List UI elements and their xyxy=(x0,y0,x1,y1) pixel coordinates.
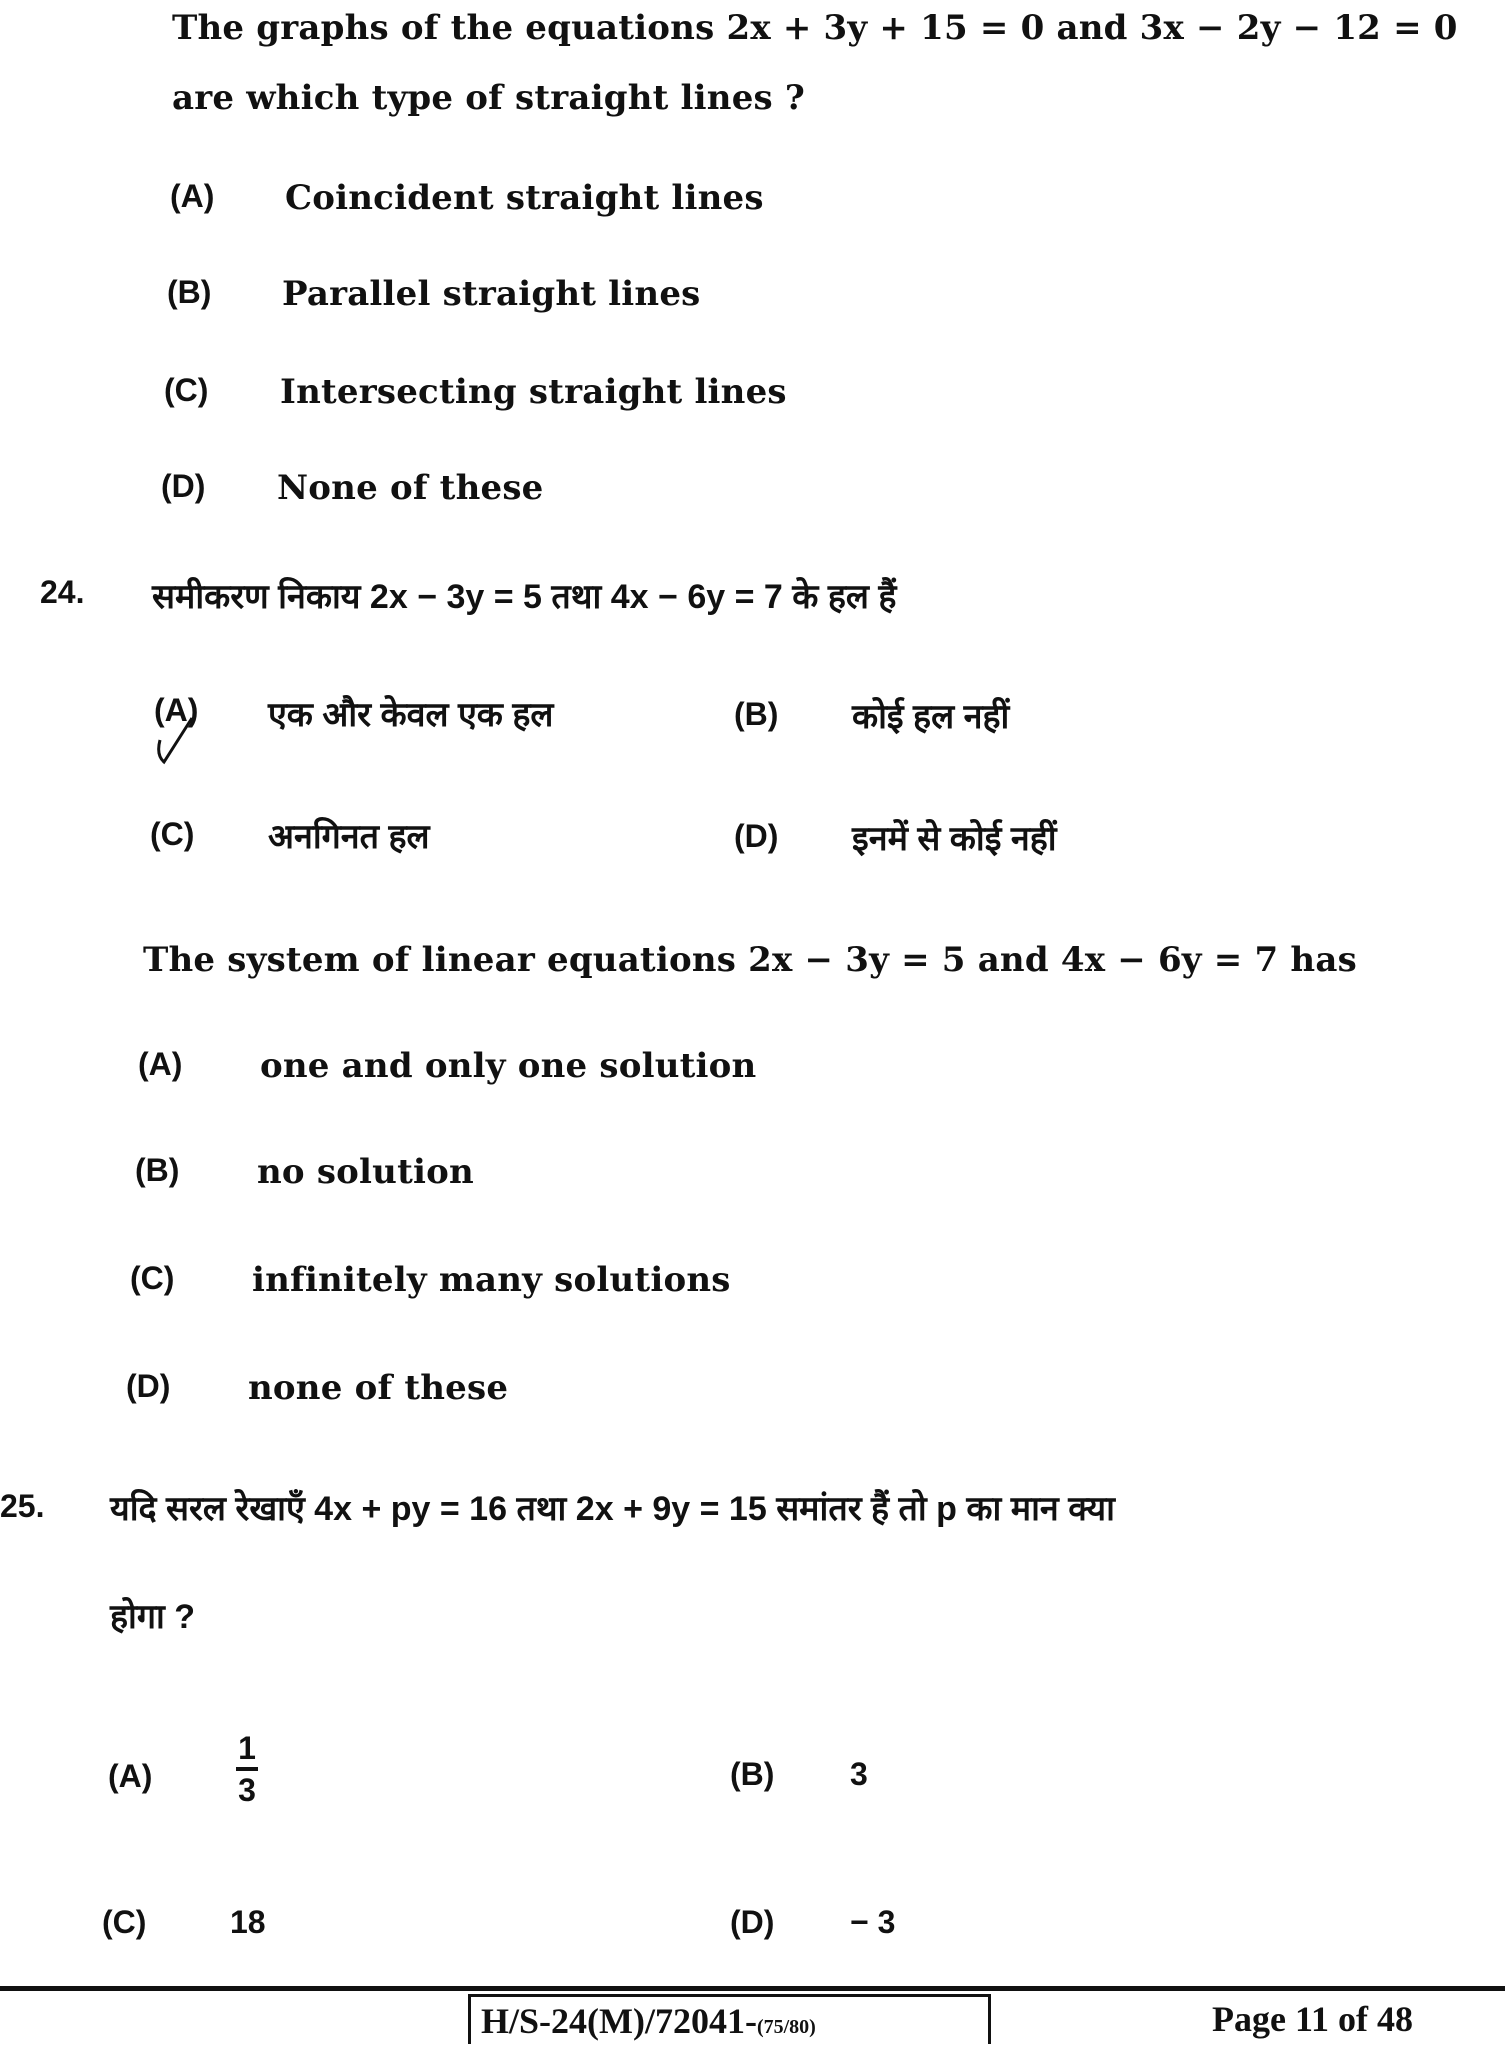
q24-hindi-stem: समीकरण निकाय 2x − 3y = 5 तथा 4x − 6y = 7 के हल हैं xyxy=(152,578,897,616)
q25-option-d-text: − 3 xyxy=(850,1904,896,1940)
q25-option-b-text: 3 xyxy=(850,1756,868,1792)
q23-option-c-label: (C) xyxy=(164,372,209,408)
q25-hindi-stem-line2: होगा ? xyxy=(110,1598,196,1636)
page-number: Page 11 of 48 xyxy=(1212,1999,1413,2039)
q24-english-option-c-label: (C) xyxy=(130,1260,175,1296)
q23-option-a-label: (A) xyxy=(170,178,215,214)
q24-hindi-option-b-text: कोई हल नहीं xyxy=(852,698,1010,736)
q24-hindi-option-a-label: (A) xyxy=(154,692,199,728)
q24-hindi-option-b-label: (B) xyxy=(734,696,779,732)
q24-english-option-a-label: (A) xyxy=(138,1046,183,1082)
q25-number: 25. xyxy=(0,1488,45,1524)
q24-hindi-option-d-text: इनमें से कोई नहीं xyxy=(852,820,1057,858)
q25-option-c-label: (C) xyxy=(102,1904,147,1940)
q25-option-c-text: 18 xyxy=(230,1904,266,1940)
q24-english-option-b-label: (B) xyxy=(135,1152,180,1188)
q24-english-stem: The system of linear equations 2x − 3y = 5 and 4x − 6y = 7 has xyxy=(143,940,1357,980)
q25-option-d-label: (D) xyxy=(730,1904,775,1940)
q23-option-b-text: Parallel straight lines xyxy=(282,274,701,314)
q23-option-d-label: (D) xyxy=(161,468,206,504)
fraction-numerator: 1 xyxy=(238,1730,256,1766)
q24-english-option-d-label: (D) xyxy=(126,1368,171,1404)
q25-hindi-stem-line1: यदि सरल रेखाएँ 4x + py = 16 तथा 2x + 9y = 15 समांतर हैं तो p का मान क्या xyxy=(110,1490,1115,1528)
q23-option-b-label: (B) xyxy=(167,274,212,310)
paper-code: H/S-24(M)/72041- xyxy=(481,2001,757,2041)
q23-stem-line1: The graphs of the equations 2x + 3y + 15 = 0 and 3x − 2y − 12 = 0 xyxy=(172,8,1458,48)
q24-hindi-option-c-text: अनगिनत हल xyxy=(268,818,430,856)
q24-hindi-option-c-label: (C) xyxy=(150,816,195,852)
q24-english-option-d-text: none of these xyxy=(248,1368,509,1408)
fraction-denominator: 3 xyxy=(238,1772,256,1808)
q24-english-option-a-text: one and only one solution xyxy=(260,1046,757,1086)
q25-option-a-label: (A) xyxy=(108,1758,153,1794)
q25-option-a-fraction xyxy=(236,1732,258,1806)
q24-hindi-option-a-text: एक और केवल एक हल xyxy=(268,696,554,734)
q24-english-option-c-text: infinitely many solutions xyxy=(252,1260,731,1300)
q24-english-option-b-text: no solution xyxy=(257,1152,474,1192)
footer-divider xyxy=(0,1986,1505,1991)
q25-option-b-label: (B) xyxy=(730,1756,775,1792)
q23-stem-line2: are which type of straight lines ? xyxy=(172,78,806,118)
checkmark-icon xyxy=(152,700,242,770)
fraction-bar xyxy=(236,1767,258,1771)
q23-option-a-text: Coincident straight lines xyxy=(285,178,764,218)
q24-hindi-option-d-label: (D) xyxy=(734,818,779,854)
q24-number: 24. xyxy=(40,574,85,610)
q23-option-c-text: Intersecting straight lines xyxy=(280,372,787,412)
paper-code-box xyxy=(468,1994,991,2044)
paper-code-suffix: (75/80) xyxy=(756,2016,816,2038)
q23-option-d-text: None of these xyxy=(277,468,544,508)
